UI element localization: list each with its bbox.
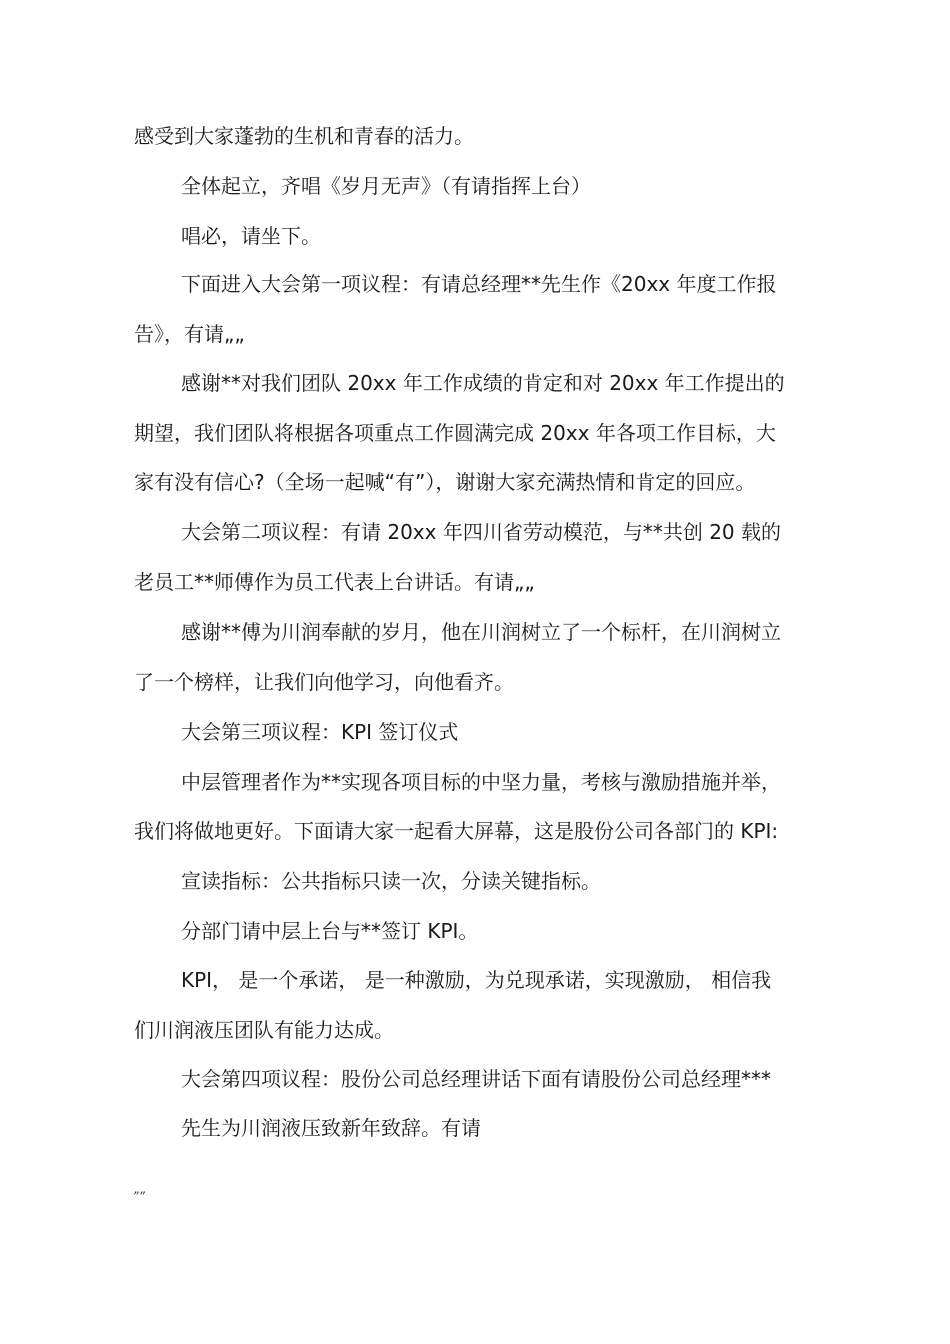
paragraph-line: 了一个榜样，让我们向他学习，向他看齐。 bbox=[134, 670, 514, 694]
paragraph-line: KPI， 是一个承诺， 是一种激励，为兑现承诺，实现激励， 相信我 bbox=[181, 968, 772, 992]
paragraph-line: 告》，有请„„ bbox=[134, 322, 245, 346]
paragraph-line: 期望，我们团队将根据各项重点工作圆满完成 20xx 年各项工作目标，大 bbox=[134, 421, 776, 445]
paragraph-line: 感谢**傅为川润奉献的岁月，他在川润树立了一个标杆，在川润树立 bbox=[181, 620, 781, 644]
paragraph-line: 感谢**对我们团队 20xx 年工作成绩的肯定和对 20xx 年工作提出的 bbox=[181, 371, 785, 395]
paragraph-line: 下面进入大会第一项议程：有请总经理**先生作《20xx 年度工作报 bbox=[181, 272, 777, 296]
paragraph-line: 感受到大家蓬勃的生机和青春的活力。 bbox=[134, 124, 474, 148]
footer-mark: „„ bbox=[134, 1182, 147, 1196]
paragraph-line: 大会第四项议程：股份公司总经理讲话下面有请股份公司总经理*** bbox=[181, 1067, 771, 1091]
paragraph-line: 分部门请中层上台与**签订 KPI。 bbox=[181, 919, 479, 943]
paragraph-line: 唱必，请坐下。 bbox=[181, 224, 321, 248]
paragraph-line: 全体起立，齐唱《岁月无声》（有请指挥上台） bbox=[181, 174, 591, 198]
paragraph-line: 们川润液压团队有能力达成。 bbox=[134, 1018, 394, 1042]
paragraph-line: 大会第二项议程：有请 20xx 年四川省劳动模范，与**共创 20 载的 bbox=[181, 520, 781, 544]
paragraph-line: 家有没有信心?（全场一起喊“有”），谢谢大家充满热情和肯定的回应。 bbox=[134, 470, 756, 494]
paragraph-line: 先生为川润液压致新年致辞。有请 bbox=[181, 1116, 481, 1140]
paragraph-line: 中层管理者作为**实现各项目标的中坚力量，考核与激励措施并举， bbox=[181, 770, 781, 794]
paragraph-line: 老员工**师傅作为员工代表上台讲话。有请„„ bbox=[134, 570, 535, 594]
paragraph-line: 宣读指标：公共指标只读一次，分读关键指标。 bbox=[181, 869, 601, 893]
paragraph-line: 我们将做地更好。下面请大家一起看大屏幕，这是股份公司各部门的 KPI: bbox=[134, 819, 779, 843]
paragraph-line: 大会第三项议程：KPI 签订仪式 bbox=[181, 720, 459, 744]
